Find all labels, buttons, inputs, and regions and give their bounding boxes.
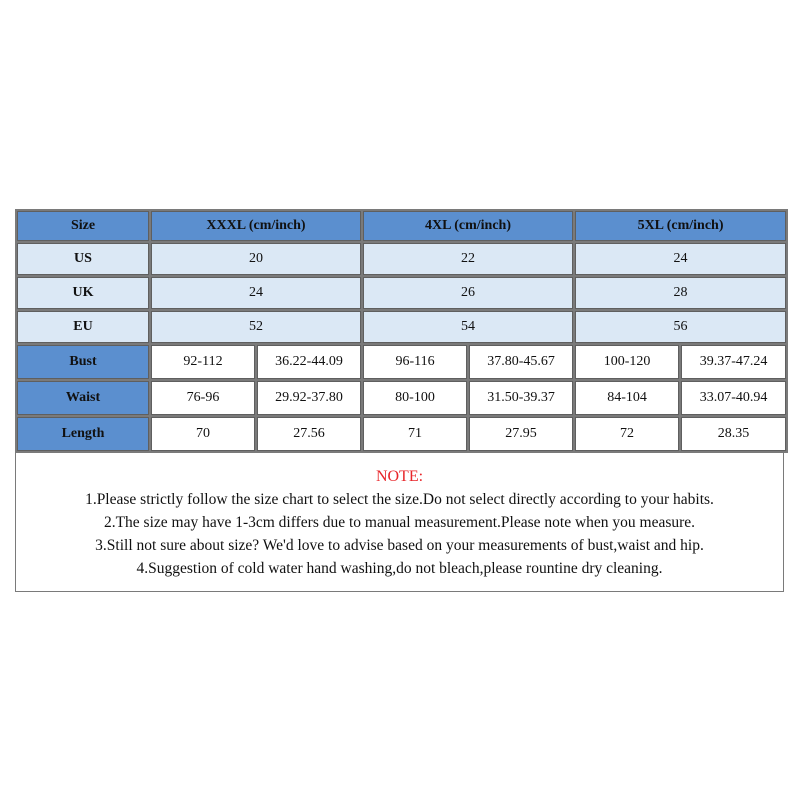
table-row-bust <box>17 345 786 379</box>
table-cell: 24 <box>151 277 361 309</box>
table-cell: 33.07-40.94 <box>681 381 786 415</box>
note-title: NOTE: <box>375 468 424 485</box>
table-cell: 28.35 <box>681 417 786 451</box>
table-cell: 84-104 <box>575 381 679 415</box>
table-cell: 70 <box>151 417 255 451</box>
notes-box <box>15 453 784 592</box>
header-row <box>17 211 786 241</box>
table-cell: 27.95 <box>469 417 573 451</box>
table-cell: 80-100 <box>363 381 467 415</box>
size-chart <box>15 209 784 592</box>
column-header-4xl: 4XL (cm/inch) <box>363 211 573 241</box>
size-header-cell: Size <box>17 211 149 241</box>
row-label-length: Length <box>17 417 149 451</box>
note-line-3: 3.Still not sure about size? We'd love to advise based on your measurements of bust,waist and hip. <box>95 537 704 554</box>
row-label-eu: EU <box>17 311 149 343</box>
column-header-5xl: 5XL (cm/inch) <box>575 211 786 241</box>
table-cell: 52 <box>151 311 361 343</box>
size-table <box>15 209 788 453</box>
table-cell: 37.80-45.67 <box>469 345 573 379</box>
note-line-2: 2.The size may have 1-3cm differs due to manual measurement.Please note when you measure. <box>103 514 696 531</box>
table-row-length <box>17 417 786 451</box>
table-cell: 72 <box>575 417 679 451</box>
row-label-waist: Waist <box>17 381 149 415</box>
table-cell: 100-120 <box>575 345 679 379</box>
column-header-xxxl: XXXL (cm/inch) <box>151 211 361 241</box>
table-cell: 92-112 <box>151 345 255 379</box>
row-label-us: US <box>17 243 149 275</box>
table-cell: 76-96 <box>151 381 255 415</box>
note-line-1: 1.Please strictly follow the size chart to select the size.Do not select directly according to your habits. <box>85 491 714 508</box>
table-cell: 22 <box>363 243 573 275</box>
table-cell: 71 <box>363 417 467 451</box>
table-cell: 39.37-47.24 <box>681 345 786 379</box>
table-cell: 31.50-39.37 <box>469 381 573 415</box>
table-cell: 28 <box>575 277 786 309</box>
table-cell: 36.22-44.09 <box>257 345 361 379</box>
table-cell: 96-116 <box>363 345 467 379</box>
row-label-uk: UK <box>17 277 149 309</box>
table-cell: 29.92-37.80 <box>257 381 361 415</box>
table-cell: 56 <box>575 311 786 343</box>
table-row-waist <box>17 381 786 415</box>
table-cell: 26 <box>363 277 573 309</box>
note-line-4: 4.Suggestion of cold water hand washing,do not bleach,please rountine dry cleaning. <box>136 560 663 577</box>
table-row-eu <box>17 311 786 343</box>
row-label-bust: Bust <box>17 345 149 379</box>
table-cell: 20 <box>151 243 361 275</box>
table-cell: 27.56 <box>257 417 361 451</box>
table-row-us <box>17 243 786 275</box>
table-cell: 24 <box>575 243 786 275</box>
table-row-uk <box>17 277 786 309</box>
table-cell: 54 <box>363 311 573 343</box>
